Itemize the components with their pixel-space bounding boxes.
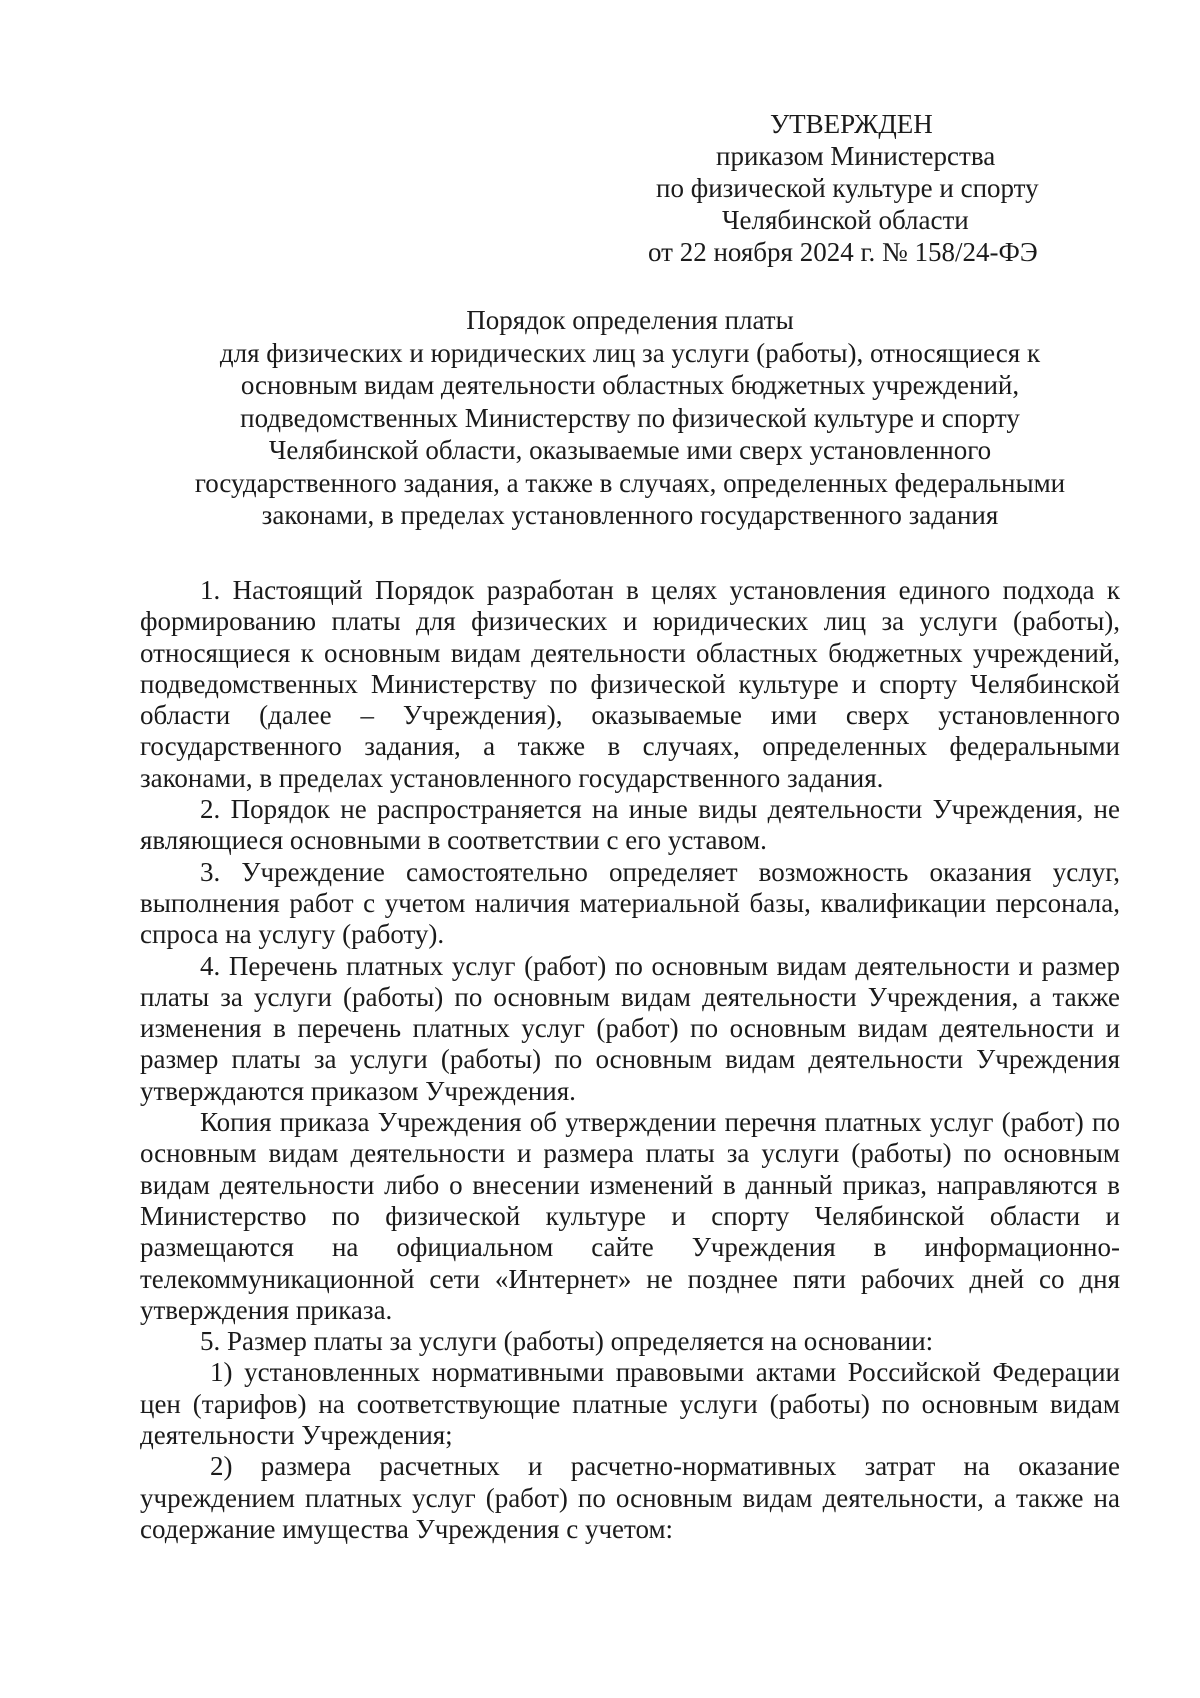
approval-line: по физической культуре и спорту	[656, 173, 1039, 203]
title-line: основным видам деятельности областных бюджетных учреждений,	[240, 370, 1020, 400]
title-line: подведомственных Министерству по физической культуре и спорту	[240, 402, 1020, 433]
approval-stamp-block	[620, 108, 1120, 268]
document-title	[140, 304, 1120, 532]
title-line: Челябинской области, оказываемые ими сверх установленного	[268, 435, 992, 465]
title-line: Порядок определения платы	[466, 305, 794, 335]
paragraph-3: 3. Учреждение самостоятельно определяет возможность оказания услуг, выполнения работ с учетом наличия материальной базы, квалификации персонала, спроса на услугу (работу).	[140, 856, 1120, 950]
paragraph-5-item-1: 1) установленных нормативными правовыми актами Российской Федерации цен (тарифов) на соответствующие платные услуги (работы) по основным видам деятельности Учреждения;	[140, 1357, 1120, 1451]
title-line: законами, в пределах установленного государственного задания	[261, 500, 999, 530]
approval-heading: УТВЕРЖДЕН	[770, 109, 933, 139]
paragraph-1: 1. Настоящий Порядок разработан в целях установления единого подхода к формированию платы для физических и юридических лиц за услуги (работы), относящиеся к основным видам деятельности областных бюджетных учреждений, подведомственных Министерству по физической культуре и спорту Челябинской области (далее – Учреждения), оказываемые ими сверх установленного государственного задания, а также в случаях, определенных федеральными законами, в пределах установленного государственного задания.	[140, 575, 1120, 793]
paragraph-5: 5. Размер платы за услуги (работы) определяется на основании:	[200, 1326, 934, 1357]
title-line: для физических и юридических лиц за услуги (работы), относящиеся к	[219, 337, 1041, 368]
approval-date-number: от 22 ноября 2024 г. № 158/24-ФЭ	[648, 237, 1038, 267]
document-body	[140, 575, 1120, 1545]
approval-line: приказом Министерства	[716, 141, 996, 171]
paragraph-2: 2. Порядок не распространяется на иные виды деятельности Учреждения, не являющиеся основными в соответствии с его уставом.	[140, 794, 1120, 856]
approval-line: Челябинской области	[722, 205, 969, 235]
paragraph-5-item-2: 2) размера расчетных и расчетно-нормативных затрат на оказание учреждением платных услуг (работ) по основным видам деятельности, а также на содержание имущества Учреждения с учетом:	[140, 1451, 1120, 1544]
paragraph-copy-order: Копия приказа Учреждения об утверждении перечня платных услуг (работ) по основным видам деятельности и размера платы за услуги (работы) по основным видам деятельности либо о внесении изменений в данный приказ, направляются в Министерство по физической культуре и спорту Челябинской области и размещаются на официальном сайте Учреждения в информационно-телекоммуникационной сети «Интернет» не позднее пяти рабочих дней со дня утверждения приказа.	[140, 1107, 1120, 1325]
title-line: государственного задания, а также в случаях, определенных федеральными	[194, 467, 1066, 498]
paragraph-4: 4. Перечень платных услуг (работ) по основным видам деятельности и размер платы за услуги (работы) по основным видам деятельности Учреждения, а также изменения в перечень платных услуг (работ) по основным видам деятельности и размер платы за услуги (работы) по основным видам деятельности Учреждения утверждаются приказом Учреждения.	[140, 950, 1120, 1106]
